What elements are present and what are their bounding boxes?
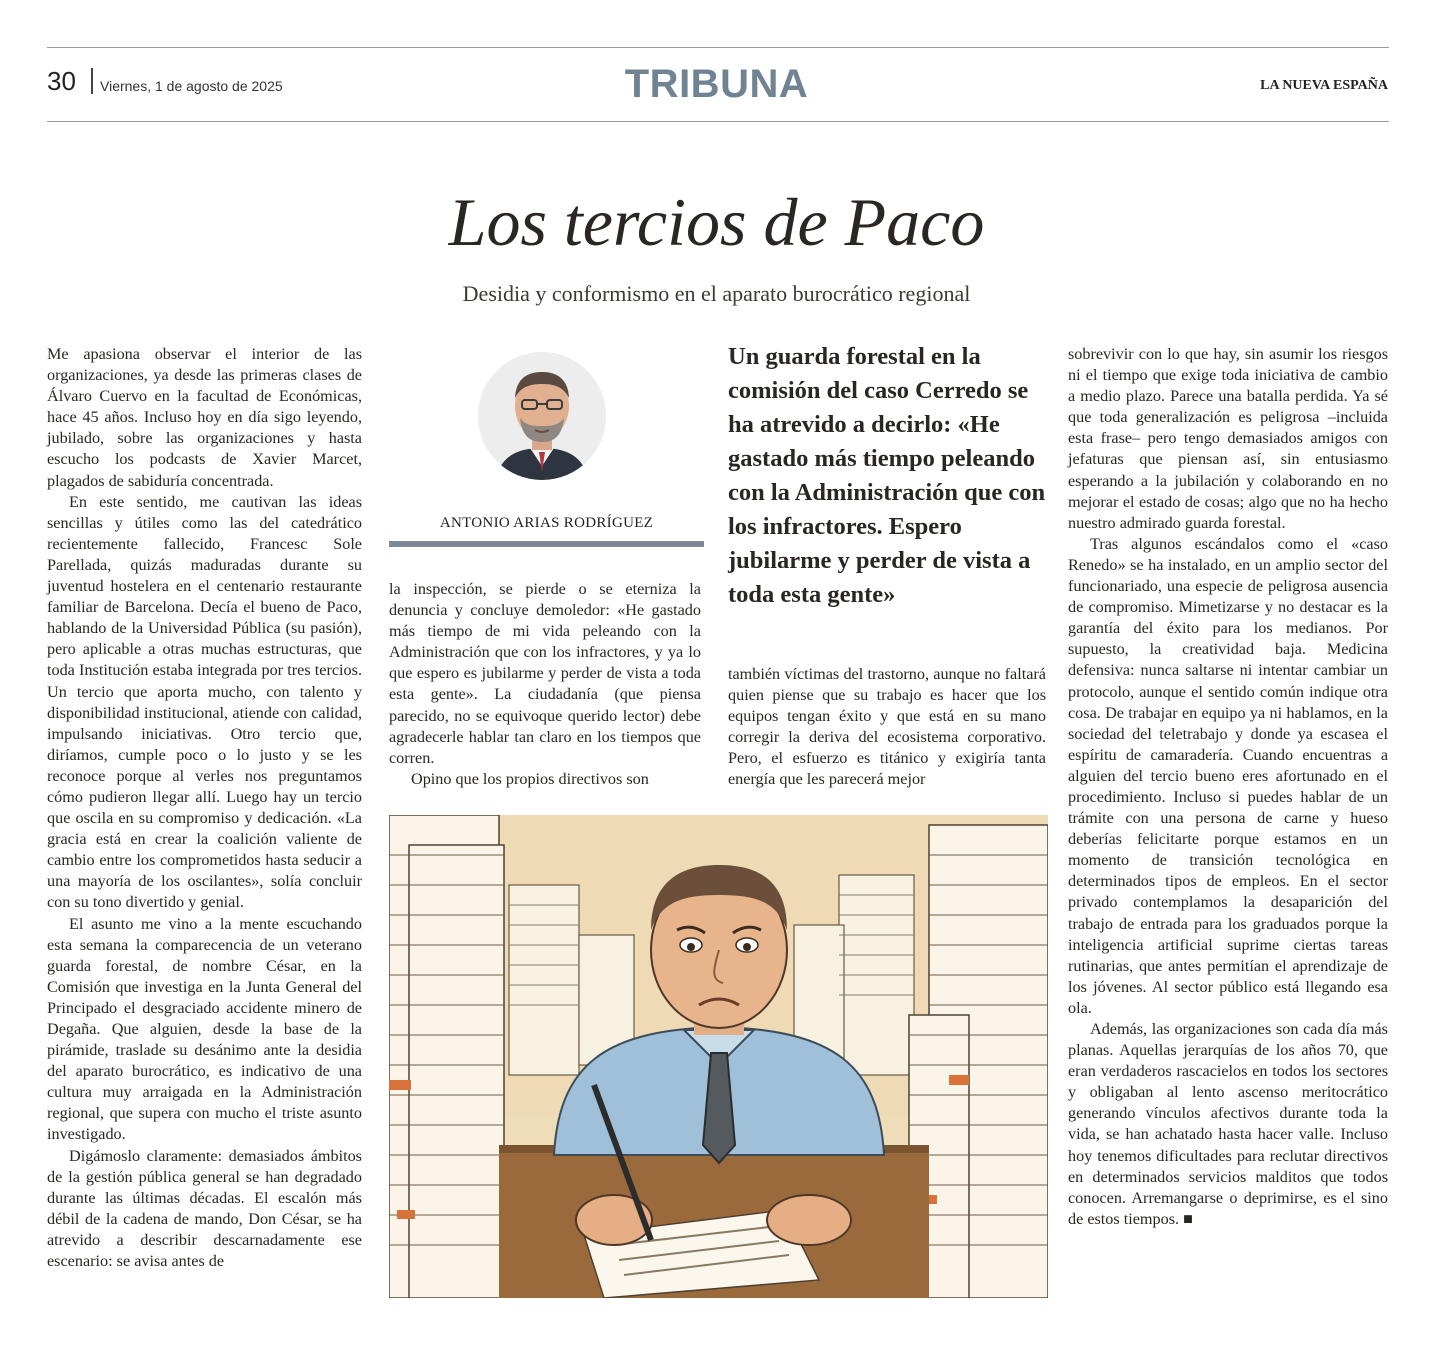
paragraph: Me apasiona observar el interior de las organizaciones, ya desde las primeras clases de Álvaro Cuervo en la facultad de Económicas, hace 45 años. Incluso hoy en día sigo leyendo, jubilado, sobre las organizaciones y hasta escucho los podcasts de Xavier Marcet, plagados de sabiduría concentrada. xyxy=(47,345,362,490)
top-rule xyxy=(47,47,1389,48)
author-photo xyxy=(478,352,606,480)
paragraph: Opino que los propios directivos son xyxy=(411,769,649,788)
header-separator xyxy=(91,68,93,94)
article-column-2 xyxy=(389,579,701,790)
article-headline: Los tercios de Paco xyxy=(448,184,985,260)
paragraph: Digámoslo claramente: demasiados ámbitos de la gestión pública general se han degradado durante las últimas décadas. El escalón más débil de la cadena de mando, Don César, se ha atrevido a describir descarnadamente ese escenario: se avisa antes de xyxy=(47,1146,362,1271)
issue-date: Viernes, 1 de agosto de 2025 xyxy=(100,78,283,94)
paragraph: Tras algunos escándalos como el «caso Renedo» se ha instalado, en un amplio sector del funcionariado, una especie de peligrosa ausencia de compromiso. Mimetizarse y no destacar es la garantía del éxito para los medianos. Por supuesto, la creatividad baja. Medicina defensiva: nunca saltarse ni intentar cambiar un protocolo, aunque el sentido común indique otra cosa. De trabajar en equipo ya ni hablamos, en la sociedad del teletrabajo y donde ya escasea el espíritu de camaradería. Cuando encuentras a alguien del tercio bueno eres afortunado en el procedimiento. Incluso si puedes hablar de un trámite con una persona de carne y hueso deberías felicitarte porque estamos en un momento de transición tecnológica en determinados tipos de empleos. En el sector privado contemplamos la desaparición del trabajo de entrada para los graduados porque la inteligencia artificial suprime ciertas tareas rutinarias, que antes permitían el aprendizaje de los jóvenes. Al sector público está llegando esa ola. xyxy=(1068,534,1388,1017)
pull-quote: Un guarda forestal en la comisión del caso Cerredo se ha atrevido a decirlo: «He gastado más tiempo peleando con la Administración que con los infractores. Espero jubilarme y perder de vista a toda esta gente» xyxy=(728,343,1046,608)
illustration-bureaucrat xyxy=(389,815,1048,1298)
newspaper-name: LA NUEVA ESPAÑA xyxy=(1260,78,1388,93)
page-number: 30 xyxy=(47,66,76,96)
paragraph: también víctimas del trastorno, aunque no faltará quien piense que su trabajo es hacer que los equipos tengan éxito y que está en su mano corregir la deriva del ecosistema corporativo. Pero, el esfuerzo es titánico y exigiría tanta energía que les parecerá mejor xyxy=(728,665,1046,789)
paragraph: Además, las organizaciones son cada día más planas. Aquellas jerarquías de los años 70, que eran verdaderos rascacielos en todos los sectores y obligaban al lento ascenso meritocrático generando vínculos afectivos durante toda la vida, se han achatado hasta hacer valle. Incluso hoy tenemos dificultades para reclutar directivos en determinados servicios malditos que todos conocen. Arremangarse o deprimirse, es el sino de estos tiempos. ■ xyxy=(1068,1020,1388,1228)
paragraph: El asunto me vino a la mente escuchando esta semana la comparecencia de un veterano guarda forestal, de nombre César, en la Comisión que investiga en la Junta General del Principado el desgraciado accidente minero de Degaña. Que alguien, desde la base de la pirámide, traslade su desánimo ante la desidia del aparato burocrático, es indicativo de una cultura muy arraigada en la Administración regional, que supera con mucho el triste asunto investigado. xyxy=(47,914,362,1144)
section-title: TRIBUNA xyxy=(624,62,809,106)
article-column-4 xyxy=(1068,344,1388,1230)
article-column-1 xyxy=(47,344,362,1272)
author-underline-bar xyxy=(389,541,704,547)
header-bottom-rule xyxy=(47,121,1389,122)
paragraph: la inspección, se pierde o se eterniza la denuncia y concluye demoledor: «He gastado más tiempo de mi vida peleando con la Administración que con los infractores, y ya lo que espero es jubilarme y perder de vista a toda esta gente». La ciudadanía (que piensa parecido, no se equivoque querido lector) debe agradecerle hablar tan claro en los tiempos que corren. xyxy=(389,580,701,767)
author-name: ANTONIO ARIAS RODRÍGUEZ xyxy=(439,515,654,531)
paragraph: sobrevivir con lo que hay, sin asumir los riesgos ni el tiempo que exige toda iniciativa de cambio a medio plazo. Parece una batalla perdida. Ya sé que toda generalización es peligrosa –incluida esta frase– pero tengo demasiados amigos con jefaturas que piensan así, sin entusiasmo esperando a la jubilación y colaborando en no mejorar el estado de cosas; algo que no ha hecho nuestro admirado guarda forestal. xyxy=(1068,345,1388,532)
article-column-3 xyxy=(728,664,1046,791)
article-subheadline: Desidia y conformismo en el aparato burocrático regional xyxy=(462,281,971,306)
paragraph: En este sentido, me cautivan las ideas sencillas y útiles como las del catedrático recientemente fallecido, Francesc Sole Parellada, quizás maduradas durante su juventud hostelera en el centenario restaurante familiar de Barcelona. Decía el bueno de Paco, hablando de la Universidad Pública (su pasión), pero aplicable a otras muchas estructuras, que toda Institución estaba integrada por tres tercios. Un tercio que aporta mucho, con talento y disponibilidad institucional, atiende con calidad, impulsando iniciativas. Otro tercio que, diríamos, cumple poco o lo justo y se les reconoce porque al verles nos preguntamos cómo pudieron llegar allí. Luego hay un tercio que oscila en su compromiso y dedicación. «La gracia está en crear la coalición valiente de cambio entre los comprometidos hasta seducir a una mayoría de los oscilantes», solía concluir con su tono divertido y genial. xyxy=(47,492,362,912)
